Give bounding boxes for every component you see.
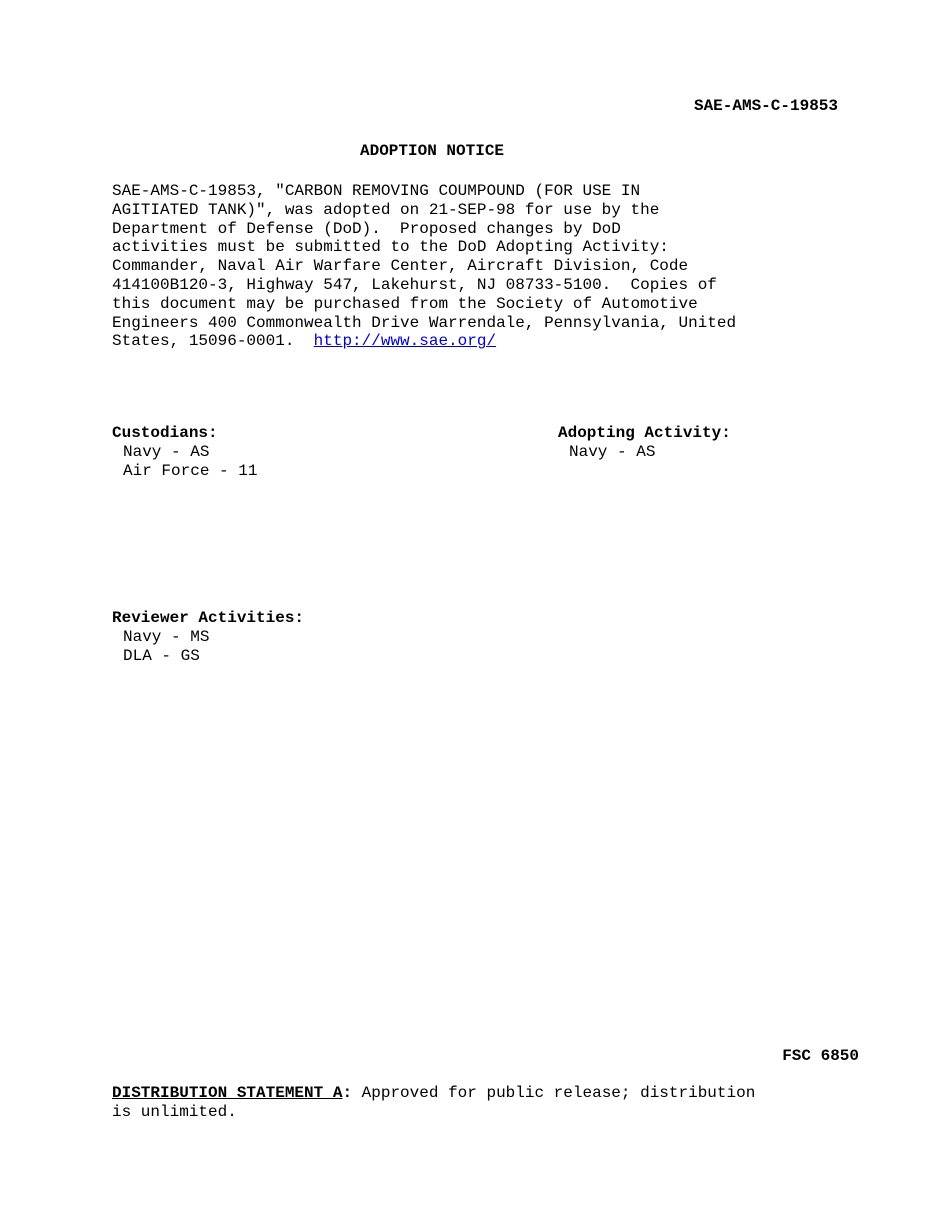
adopting-activity-title: Adopting Activity: bbox=[558, 424, 731, 442]
notice-line: this document may be purchased from the Society of Automotive bbox=[112, 294, 698, 313]
custodian-item: Air Force - 11 bbox=[123, 461, 258, 480]
reviewer-activities-section bbox=[112, 609, 304, 684]
distribution-colon: : bbox=[342, 1084, 353, 1102]
custodian-item: Navy - AS bbox=[123, 442, 210, 461]
adopting-activity-section bbox=[558, 424, 731, 480]
reviewer-activities-title: Reviewer Activities: bbox=[112, 609, 305, 627]
adopting-activity-item: Navy - AS bbox=[569, 442, 656, 461]
notice-line: 414100B120-3, Highway 547, Lakehurst, NJ 08733-5100. Copies of bbox=[112, 275, 717, 294]
notice-line: States, 15096-0001. bbox=[112, 332, 314, 351]
notice-title: ADOPTION NOTICE bbox=[360, 142, 505, 160]
notice-line: Department of Defense (DoD). Proposed changes by DoD bbox=[112, 219, 621, 238]
notice-line: Commander, Naval Air Warfare Center, Aircraft Division, Code bbox=[112, 257, 689, 276]
document-id-header: SAE-AMS-C-19853 bbox=[693, 97, 838, 115]
sae-website-link[interactable]: http://www.sae.org/ bbox=[313, 332, 497, 351]
distribution-statement bbox=[112, 1084, 755, 1122]
distribution-text: Approved for public release; distribution bbox=[352, 1084, 756, 1102]
fsc-code: FSC 6850 bbox=[782, 1047, 859, 1065]
custodians-section bbox=[112, 424, 257, 499]
notice-body bbox=[112, 182, 736, 351]
reviewer-activity-item: Navy - MS bbox=[123, 627, 210, 646]
notice-line: activities must be submitted to the DoD Adopting Activity: bbox=[112, 238, 669, 257]
distribution-label: DISTRIBUTION STATEMENT A bbox=[112, 1084, 343, 1102]
notice-line: AGITIATED TANK)", was adopted on 21-SEP-98 for use by the bbox=[112, 200, 660, 219]
reviewer-activity-item: DLA - GS bbox=[123, 646, 200, 665]
notice-line: Engineers 400 Commonwealth Drive Warrendale, Pennsylvania, United bbox=[112, 313, 737, 332]
custodians-title: Custodians: bbox=[112, 424, 218, 442]
notice-line: SAE-AMS-C-19853, "CARBON REMOVING COUMPOUND (FOR USE IN bbox=[112, 182, 641, 200]
distribution-text: is unlimited. bbox=[112, 1102, 237, 1121]
